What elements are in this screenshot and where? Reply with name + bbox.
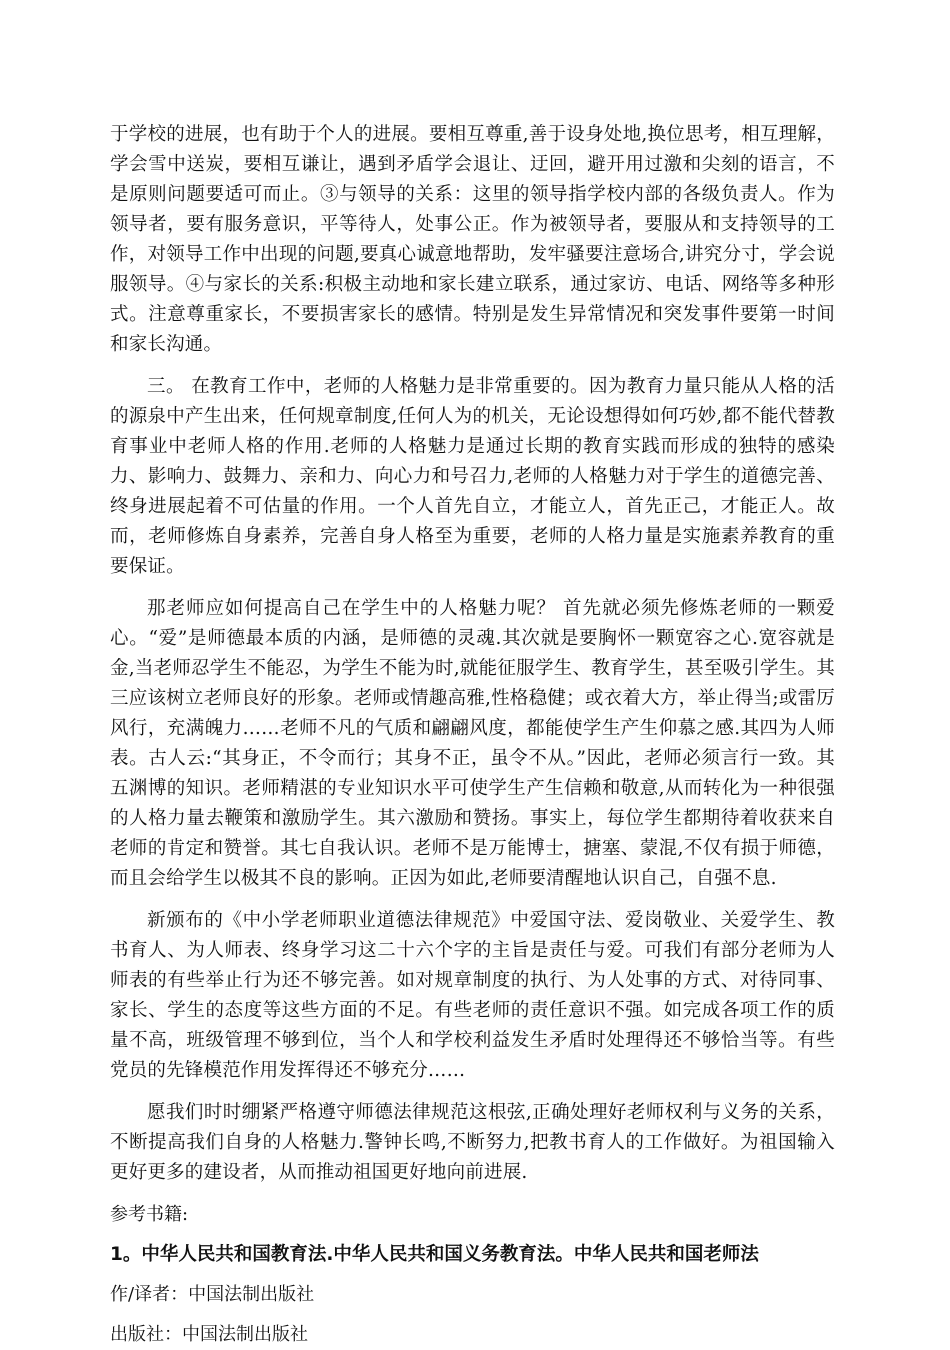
paragraph-gap xyxy=(110,894,835,906)
paragraph-conclusion: 愿我们时时绷紧严格遵守师德法律规范这根弦,正确处理好老师权利与义务的关系，不断提高我们自身的人格魅力.警钟长鸣,不断努力,把教书育人的工作做好。为祖国输入更好更多的建设者，从而推动祖国更好地向前进展. xyxy=(110,1102,835,1183)
reference-publisher: 出版社：中国法制出版社 xyxy=(110,1324,308,1345)
references-label: 参考书籍: xyxy=(110,1204,189,1225)
paragraph-gap xyxy=(110,582,835,594)
document-page xyxy=(110,120,835,1350)
paragraph-gap xyxy=(110,360,835,372)
paragraph-new-norms: 新颁布的《中小学老师职业道德法律规范》中爱国守法、爱岗敬业、关爱学生、教书育人、为人师表、终身学习这二十六个字的主旨是责任与爱。可我们有部分老师为人师表的有些举止行为还不够完善。如对规章制度的执行、为人处事的方式、对待同事、家长、学生的态度等这些方面的不足。有些老师的责任意识不强。如完成各项工作的质量不高，班级管理不够到位，当个人和学校利益发生矛盾时处理得还不够恰当等。有些党员的先锋模范作用发挥得还不够充分…… xyxy=(110,910,835,1081)
paragraph-section-three: 三。 在教育工作中，老师的人格魅力是非常重要的。因为教育力量只能从人格的活的源泉中产生出来，任何规章制度,任何人为的机关，无论设想得如何巧妙,都不能代替教育事业中老师人格的作用.老师的人格魅力是通过长期的教育实践而形成的独特的感染力、影响力、鼓舞力、亲和力、向心力和号召力,老师的人格魅力对于学生的道德完善、终身进展起着不可估量的作用。一个人首先自立，才能立人，首先正己，才能正人。故而，老师修炼自身素养，完善自身人格至为重要，老师的人格力量是实施素养教育的重要保证。 xyxy=(110,376,835,577)
paragraph-gap xyxy=(110,1086,835,1098)
paragraph-relations: 于学校的进展，也有助于个人的进展。要相互尊重,善于设身处地,换位思考，相互理解，学会雪中送炭，要相互谦让，遇到矛盾学会退让、迂回，避开用过激和尖刻的语言，不是原则问题要适可而止。③与领导的关系：这里的领导指学校内部的各级负责人。作为领导者，要有服务意识，平等待人，处事公正。作为被领导者，要服从和支持领导的工作，对领导工作中出现的问题,要真心诚意地帮助，发牢骚要注意场合,讲究分寸，学会说服领导。④与家长的关系:积极主动地和家长建立联系，通过家访、电话、网络等多种形式。注意尊重家长，不要损害家长的感情。特别是发生异常情况和突发事件要第一时间和家长沟通。 xyxy=(110,124,835,355)
paragraph-personality-charm: 那老师应如何提高自己在学生中的人格魅力呢？ 首先就必须先修炼老师的一颗爱心。“爱”是师德最本质的内涵，是师德的灵魂.其次就是要胸怀一颗宽容之心.宽容就是金,当老师忍学生不能忍，为学生不能为时,就能征服学生、教育学生，甚至吸引学生。其三应该树立老师良好的形象。老师或情趣高雅,性格稳健；或衣着大方，举止得当;或雷厉风行，充满魄力……老师不凡的气质和翩翩风度，都能使学生产生仰慕之感.其四为人师表。古人云:“其身正，不令而行；其身不正，虽令不从。”因此，老师必须言行一致。其五渊博的知识。老师精湛的专业知识水平可使学生产生信赖和敬意,从而转化为一种很强的人格力量去鞭策和激励学生。其六激励和赞扬。事实上，每位学生都期待着收获来自老师的肯定和赞誉。其七自我认识。老师不是万能博士，搪塞、蒙混,不仅有损于师德，而且会给学生以极其不良的影响。正因为如此,老师要清醒地认识自己，自强不息. xyxy=(110,598,835,889)
reference-title: 1。中华人民共和国教育法.中华人民共和国义务教育法。中华人民共和国老师法 xyxy=(110,1244,759,1265)
reference-author: 作/译者：中国法制出版社 xyxy=(110,1284,315,1305)
paragraph-gap xyxy=(110,1188,835,1200)
